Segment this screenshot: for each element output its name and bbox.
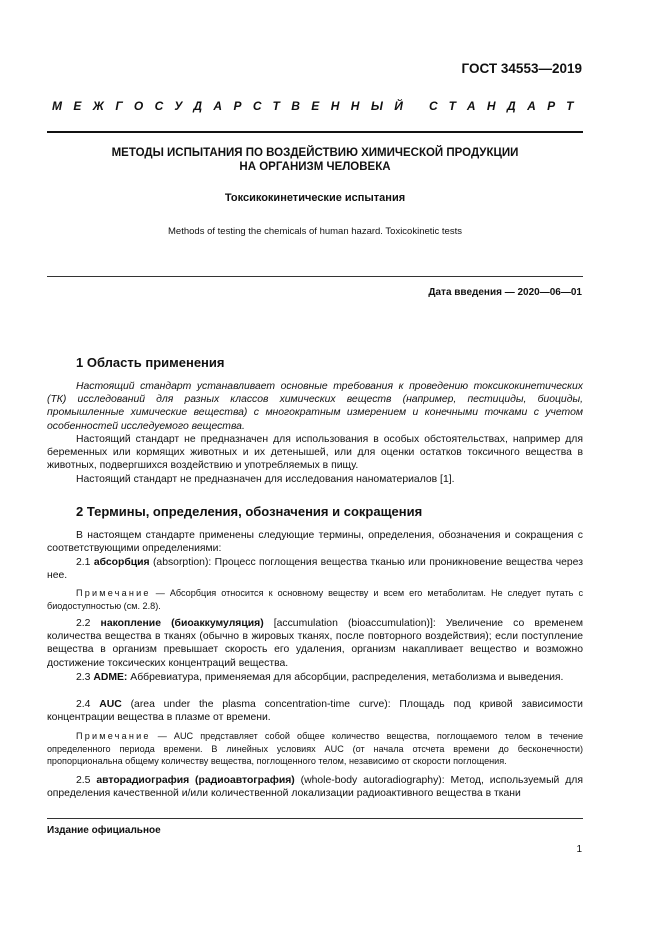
note-label: Примечание [76, 588, 151, 598]
paragraph-text: Настоящий стандарт устанавливает основные требования к проведению токсикокинетических (ТК) исследований для разных классов химических веществ (например, пестициды, биоциды, промышленные химические вещества) с многократным измерением и конечными точками с учетом особенностей исследуемого вещества. [47, 381, 583, 432]
section-2-heading: 2 Термины, определения, обозначения и сокращения [76, 504, 423, 519]
term-number: 2.1 [76, 557, 91, 568]
document-title [47, 146, 583, 174]
paragraph-text: Настоящий стандарт не предназначен для использования в особых обстоятельствах, например для беременных или кормящих животных и их детенышей, или для оценки остатков токсичного вещества в животных, подвергшихся воздействию и употребляемых в пищу. [47, 434, 583, 472]
english-title: Methods of testing the chemicals of human hazard. Toxicokinetic tests [168, 226, 462, 237]
header-rule [47, 131, 583, 133]
term-definition: Аббревиатура, применяемая для абсорбции, распределения, метаболизма и выведения. [127, 672, 564, 683]
title-line-2: НА ОРГАНИЗМ ЧЕЛОВЕКА [239, 161, 391, 173]
term-number: 2.4 [76, 699, 91, 710]
term-name: накопление (биоаккумуляция) [100, 618, 264, 629]
term-definition: [accumulation (bioaccumulation)]: Увеличение со временем количества вещества в тканях (обычно в жировых тканях, после повторного воздействия); если поступление вещества в организм превышает скорость его удаления, организм накапливает вещество и возможно достижение токсических концентраций вещества. [47, 618, 583, 669]
interstate-standard-label: МЕЖГОСУДАРСТВЕННЫЙ СТАНДАРТ [52, 99, 585, 113]
section-2-intro [47, 529, 583, 555]
official-edition-label: Издание официальное [47, 825, 161, 836]
term-name: авторадиография (радиоавтография) [96, 775, 295, 786]
page-number: 1 [576, 844, 582, 855]
section-1-paragraph-3 [47, 473, 583, 486]
term-name: AUC [99, 699, 122, 710]
note-2-4 [47, 730, 583, 768]
note-2-1 [47, 587, 583, 612]
note-text: — AUC представляет собой общее количество вещества, поглощаемого телом в течение определенного периода времени. В линейных условиях AUC (от начала отсчета времени до бесконечности) пропорциональна общему количеству вещества, поглощенного телом, независимо от скорости поглощения. [47, 731, 583, 767]
section-1-paragraph-2 [47, 433, 583, 473]
note-text: — Абсорбция относится к основному веществу и всем его метаболитам. Не следует путать с биодоступностью (см. 2.8). [47, 588, 583, 611]
term-2-5 [47, 774, 583, 800]
section-1-heading: 1 Область применения [76, 355, 225, 370]
section-1-paragraph-1 [47, 380, 583, 433]
term-name: абсорбция [93, 557, 150, 568]
term-2-4 [47, 698, 583, 724]
paragraph-text: В настоящем стандарте применены следующие термины, определения, обозначения и сокращения с соответствующими определениями: [47, 530, 583, 555]
term-number: 2.5 [76, 775, 91, 786]
term-definition: (area under the plasma concentration-time curve): Площадь под кривой зависимости концентрации вещества в плазме от времени. [47, 699, 583, 724]
term-2-3 [47, 671, 583, 684]
footer-rule [47, 818, 583, 819]
title-line-1: МЕТОДЫ ИСПЫТАНИЯ ПО ВОЗДЕЙСТВИЮ ХИМИЧЕСКОЙ ПРОДУКЦИИ [111, 147, 519, 159]
paragraph-text: Настоящий стандарт не предназначен для исследования наноматериалов [1]. [76, 474, 455, 485]
term-number: 2.3 [76, 672, 91, 683]
term-2-2 [47, 617, 583, 670]
standard-number: ГОСТ 34553—2019 [461, 61, 582, 76]
note-label: Примечание [76, 731, 151, 741]
term-name: ADME: [93, 672, 128, 683]
title-rule [47, 276, 583, 277]
term-definition: (whole-body autoradiography): Метод, используемый для определения качественной и/или количественной локализации радиоактивного вещества в ткани [47, 775, 583, 800]
introduction-date: Дата введения — 2020—06—01 [428, 287, 582, 298]
term-definition: (absorption): Процесс поглощения вещества тканью или проникновение вещества через нее. [47, 557, 583, 582]
document-subtitle: Токсикокинетические испытания [224, 192, 406, 204]
term-number: 2.2 [76, 618, 91, 629]
term-2-1 [47, 556, 583, 582]
